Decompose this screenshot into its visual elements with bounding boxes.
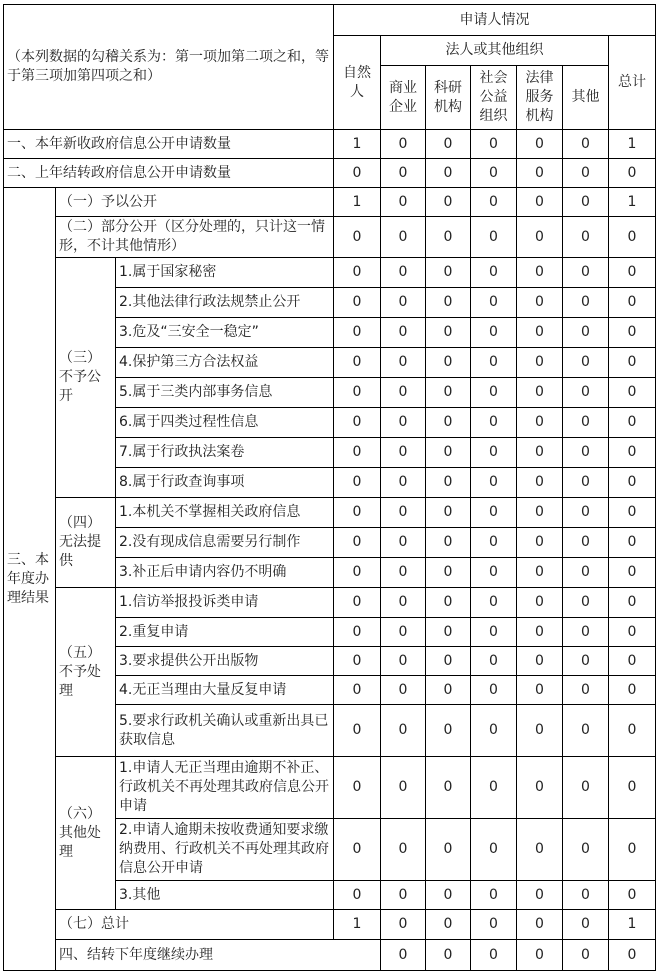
cell-commercial: 0	[381, 258, 426, 288]
cell-total: 0	[609, 217, 656, 258]
cell-research: 0	[426, 757, 471, 819]
row-label: 3.要求提供公开出版物	[116, 647, 334, 676]
cell-social: 0	[471, 819, 517, 881]
cell-total: 0	[609, 288, 656, 318]
cell-legal-service: 0	[517, 528, 563, 558]
cell-research: 0	[426, 438, 471, 468]
cell-natural: 1	[334, 130, 381, 159]
cell-research: 0	[426, 528, 471, 558]
cell-legal-service: 0	[517, 188, 563, 217]
cell-commercial: 0	[381, 288, 426, 318]
cell-natural: 0	[334, 378, 381, 408]
cell-research: 0	[426, 258, 471, 288]
cell-total: 0	[609, 881, 656, 910]
cell-legal-service: 0	[517, 910, 563, 940]
cell-legal-service: 0	[517, 757, 563, 819]
cell-other: 0	[563, 217, 609, 258]
cell-legal-service: 0	[517, 558, 563, 588]
cell-natural: 0	[334, 288, 381, 318]
cell-natural: 0	[381, 940, 426, 971]
cell-total: 0	[609, 558, 656, 588]
cell-legal-service: 0	[517, 159, 563, 188]
cell-commercial: 0	[381, 188, 426, 217]
cell-social: 0	[471, 378, 517, 408]
cell-natural: 0	[334, 705, 381, 757]
cell-commercial: 0	[381, 378, 426, 408]
cell-commercial: 0	[381, 348, 426, 378]
cell-social: 0	[471, 528, 517, 558]
cell-commercial: 0	[381, 159, 426, 188]
row-label: 3.补正后申请内容仍不明确	[116, 558, 334, 588]
cell-other: 0	[609, 940, 656, 971]
cell-research: 0	[426, 618, 471, 647]
cell-total: 0	[609, 757, 656, 819]
header-applicant: 申请人情况	[334, 5, 656, 36]
table-row	[4, 910, 656, 940]
cell-social: 0	[471, 558, 517, 588]
cell-social: 0	[471, 159, 517, 188]
cell-other: 0	[563, 528, 609, 558]
cell-other: 0	[563, 188, 609, 217]
cell-commercial: 0	[381, 757, 426, 819]
cell-commercial: 0	[381, 910, 426, 940]
cell-research: 0	[426, 378, 471, 408]
cell-natural: 0	[334, 258, 381, 288]
cell-social: 0	[471, 438, 517, 468]
cell-commercial: 0	[381, 705, 426, 757]
table-row	[4, 159, 656, 188]
cell-total: 0	[609, 348, 656, 378]
cell-other: 0	[563, 348, 609, 378]
cell-research: 0	[426, 130, 471, 159]
cell-social: 0	[471, 618, 517, 647]
cell-research: 0	[426, 588, 471, 618]
cell-social: 0	[471, 348, 517, 378]
header-research: 科研机构	[426, 66, 471, 130]
cell-natural: 0	[334, 819, 381, 881]
cell-social: 0	[471, 288, 517, 318]
cell-social: 0	[471, 468, 517, 498]
cell-total: 0	[609, 705, 656, 757]
cell-commercial: 0	[381, 217, 426, 258]
table-row	[4, 130, 656, 159]
cell-other: 0	[563, 757, 609, 819]
table-row	[4, 258, 656, 288]
cell-other: 0	[563, 819, 609, 881]
cell-social: 0	[471, 217, 517, 258]
cell-total: 0	[609, 468, 656, 498]
cell-total: 1	[609, 130, 656, 159]
cell-commercial: 0	[381, 819, 426, 881]
cell-commercial: 0	[381, 588, 426, 618]
row-label: 3.其他	[116, 881, 334, 910]
cell-research: 0	[426, 159, 471, 188]
cell-commercial: 0	[381, 881, 426, 910]
cell-social: 0	[471, 318, 517, 348]
cell-legal-service: 0	[517, 881, 563, 910]
cell-research: 0	[426, 881, 471, 910]
cell-legal-service: 0	[517, 318, 563, 348]
cell-natural: 1	[334, 188, 381, 217]
group-3-5-label: （五）不予处理	[56, 588, 116, 757]
cell-social: 0	[471, 130, 517, 159]
row-label: 1.属于国家秘密	[116, 258, 334, 288]
cell-other: 0	[563, 318, 609, 348]
cell-other: 0	[563, 159, 609, 188]
header-social: 社会公益组织	[471, 66, 517, 130]
row-label: 4.保护第三方合法权益	[116, 348, 334, 378]
cell-other: 0	[563, 588, 609, 618]
cell-other: 0	[563, 408, 609, 438]
cell-total: 0	[609, 676, 656, 705]
row-label: 6.属于四类过程性信息	[116, 408, 334, 438]
cell-legal-service: 0	[517, 588, 563, 618]
cell-natural: 1	[334, 910, 381, 940]
cell-legal-service: 0	[517, 408, 563, 438]
cell-legal-service: 0	[517, 498, 563, 528]
header-natural-person: 自然人	[334, 36, 381, 130]
cell-natural: 0	[334, 757, 381, 819]
cell-social: 0	[471, 408, 517, 438]
cell-legal-service: 0	[563, 940, 609, 971]
cell-total: 0	[609, 819, 656, 881]
cell-natural: 0	[334, 438, 381, 468]
cell-social: 0	[471, 647, 517, 676]
cell-legal-service: 0	[517, 438, 563, 468]
row-label: 3.危及“三安全一稳定”	[116, 318, 334, 348]
cell-legal-service: 0	[517, 348, 563, 378]
cell-natural: 0	[334, 468, 381, 498]
cell-total: 0	[609, 498, 656, 528]
cell-other: 0	[563, 438, 609, 468]
cell-social: 0	[471, 258, 517, 288]
cell-other: 0	[563, 676, 609, 705]
cell-natural: 0	[334, 588, 381, 618]
cell-legal-service: 0	[517, 258, 563, 288]
cell-commercial: 0	[426, 940, 471, 971]
cell-other: 0	[563, 881, 609, 910]
cell-research: 0	[426, 705, 471, 757]
row-label: 8.属于行政查询事项	[116, 468, 334, 498]
header-total: 总计	[609, 36, 656, 130]
cell-natural: 0	[334, 558, 381, 588]
row-label: 5.要求行政机关确认或重新出具已获取信息	[116, 705, 334, 757]
table-row	[4, 940, 656, 971]
cell-social: 0	[471, 676, 517, 705]
cell-total: 1	[609, 188, 656, 217]
row-label: 一、本年新收政府信息公开申请数量	[4, 130, 334, 159]
cell-legal-service: 0	[517, 130, 563, 159]
row-label: 5.属于三类内部事务信息	[116, 378, 334, 408]
cell-research: 0	[426, 348, 471, 378]
header-note: （本列数据的勾稽关系为：第一项加第二项之和，等于第三项加第四项之和）	[4, 5, 334, 130]
cell-natural: 0	[334, 408, 381, 438]
cell-other: 0	[563, 705, 609, 757]
cell-social: 0	[517, 940, 563, 971]
cell-total: 0	[609, 318, 656, 348]
table-row	[4, 588, 656, 618]
row-label: 四、结转下年度继续办理	[56, 940, 381, 971]
cell-commercial: 0	[381, 408, 426, 438]
cell-commercial: 0	[381, 318, 426, 348]
cell-social: 0	[471, 757, 517, 819]
cell-commercial: 0	[381, 130, 426, 159]
cell-natural: 0	[334, 528, 381, 558]
cell-total: 0	[609, 438, 656, 468]
cell-natural: 0	[334, 217, 381, 258]
cell-other: 0	[563, 288, 609, 318]
cell-natural: 0	[334, 647, 381, 676]
cell-natural: 0	[334, 618, 381, 647]
cell-total: 0	[609, 588, 656, 618]
cell-research: 0	[426, 910, 471, 940]
row-label: 1.本机关不掌握相关政府信息	[116, 498, 334, 528]
table-row	[4, 757, 656, 819]
cell-legal-service: 0	[517, 378, 563, 408]
cell-commercial: 0	[381, 498, 426, 528]
cell-research: 0	[426, 288, 471, 318]
cell-other: 0	[563, 130, 609, 159]
cell-research: 0	[426, 217, 471, 258]
cell-natural: 0	[334, 159, 381, 188]
cell-other: 0	[563, 498, 609, 528]
cell-social: 0	[471, 881, 517, 910]
cell-legal-service: 0	[517, 819, 563, 881]
cell-natural: 0	[334, 881, 381, 910]
header-commercial: 商业企业	[381, 66, 426, 130]
cell-total: 1	[609, 910, 656, 940]
table-row	[4, 498, 656, 528]
cell-total: 0	[609, 528, 656, 558]
cell-other: 0	[563, 910, 609, 940]
cell-legal-service: 0	[517, 618, 563, 647]
cell-research: 0	[426, 819, 471, 881]
cell-legal-service: 0	[517, 676, 563, 705]
cell-other: 0	[563, 558, 609, 588]
cell-research: 0	[426, 558, 471, 588]
cell-commercial: 0	[381, 528, 426, 558]
cell-legal-service: 0	[517, 647, 563, 676]
cell-research: 0	[426, 318, 471, 348]
gov-info-disclosure-table	[3, 4, 656, 971]
row-label: （二）部分公开（区分处理的，只计这一情形，不计其他情形）	[56, 217, 334, 258]
cell-other: 0	[563, 378, 609, 408]
cell-legal-service: 0	[517, 217, 563, 258]
cell-commercial: 0	[381, 558, 426, 588]
header-legal-service: 法律服务机构	[517, 66, 563, 130]
cell-research: 0	[471, 940, 517, 971]
cell-legal-service: 0	[517, 468, 563, 498]
cell-total: 0	[609, 159, 656, 188]
cell-total: 0	[609, 378, 656, 408]
group-3-4-label: （四）无法提供	[56, 498, 116, 588]
cell-social: 0	[471, 498, 517, 528]
cell-natural: 0	[334, 318, 381, 348]
cell-social: 0	[471, 705, 517, 757]
cell-research: 0	[426, 676, 471, 705]
cell-social: 0	[471, 910, 517, 940]
cell-research: 0	[426, 468, 471, 498]
header-other: 其他	[563, 66, 609, 130]
cell-commercial: 0	[381, 618, 426, 647]
cell-commercial: 0	[381, 647, 426, 676]
cell-commercial: 0	[381, 438, 426, 468]
cell-research: 0	[426, 188, 471, 217]
group-3-6-label: （六）其他处理	[56, 757, 116, 910]
row-label: 2.申请人逾期未按收费通知要求缴纳费用、行政机关不再处理其政府信息公开申请	[116, 819, 334, 881]
row-label: （七）总计	[56, 910, 334, 940]
row-label: 1.信访举报投诉类申请	[116, 588, 334, 618]
cell-research: 0	[426, 498, 471, 528]
header-legal-group: 法人或其他组织	[381, 36, 609, 66]
cell-legal-service: 0	[517, 288, 563, 318]
row-label: 1.申请人无正当理由逾期不补正、行政机关不再处理其政府信息公开申请	[116, 757, 334, 819]
section-3-label: 三、本年度办理结果	[4, 188, 56, 971]
group-3-3-label: （三）不予公开	[56, 258, 116, 498]
row-label: 二、上年结转政府信息公开申请数量	[4, 159, 334, 188]
table-row	[4, 188, 656, 217]
cell-other: 0	[563, 618, 609, 647]
row-label: 2.其他法律行政法规禁止公开	[116, 288, 334, 318]
row-label: 7.属于行政执法案卷	[116, 438, 334, 468]
cell-research: 0	[426, 647, 471, 676]
cell-research: 0	[426, 408, 471, 438]
cell-other: 0	[563, 647, 609, 676]
cell-commercial: 0	[381, 468, 426, 498]
cell-natural: 0	[334, 676, 381, 705]
cell-natural: 0	[334, 498, 381, 528]
row-label: 4.无正当理由大量反复申请	[116, 676, 334, 705]
row-label: 2.重复申请	[116, 618, 334, 647]
cell-total: 0	[609, 258, 656, 288]
cell-total: 0	[609, 618, 656, 647]
cell-other: 0	[563, 468, 609, 498]
table-row	[4, 217, 656, 258]
cell-legal-service: 0	[517, 705, 563, 757]
cell-commercial: 0	[381, 676, 426, 705]
cell-total: 0	[609, 408, 656, 438]
cell-other: 0	[563, 258, 609, 288]
row-label: （一）予以公开	[56, 188, 334, 217]
cell-social: 0	[471, 188, 517, 217]
cell-social: 0	[471, 588, 517, 618]
cell-natural: 0	[334, 348, 381, 378]
row-label: 2.没有现成信息需要另行制作	[116, 528, 334, 558]
cell-total: 0	[609, 647, 656, 676]
